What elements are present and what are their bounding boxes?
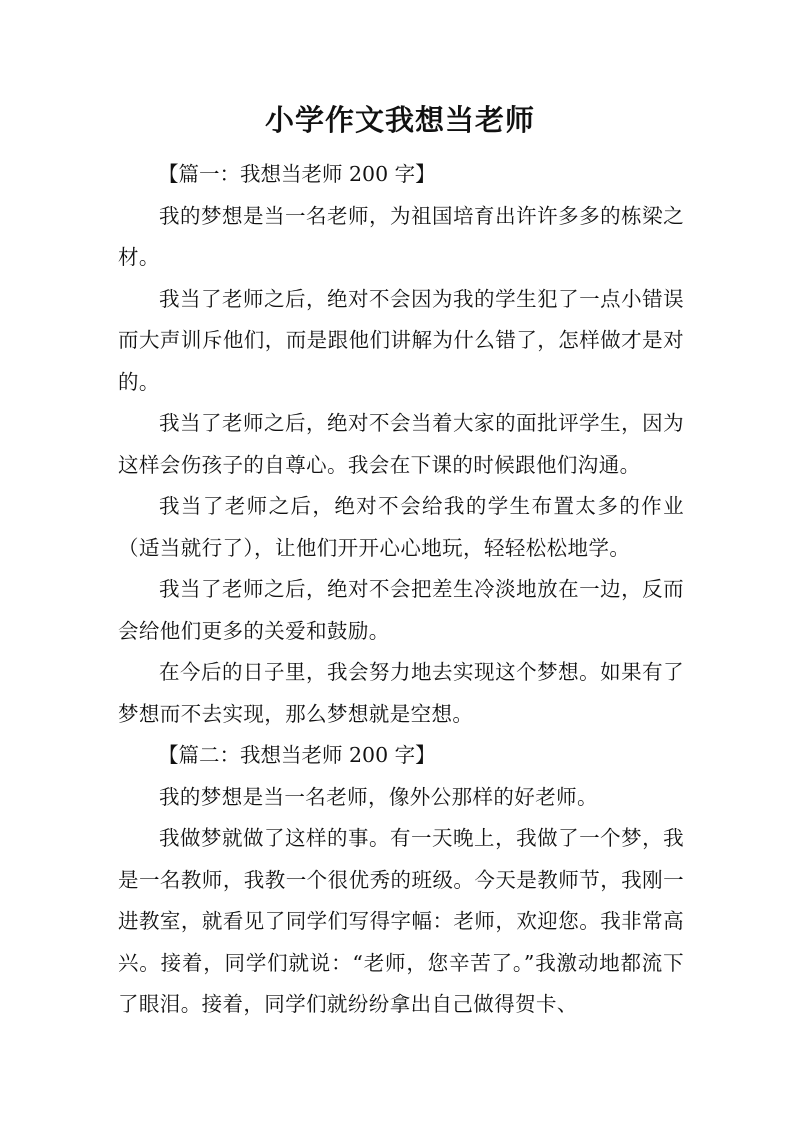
paragraph: 我做梦就做了这样的事。有一天晚上，我做了一个梦，我是一名教师，我教一个很优秀的班级。今天是教师节，我刚一进教室，就看见了同学们写得字幅：老师，欢迎您。我非常高兴。接着，同学们就说：“老师，您辛苦了。”我激动地都流下了眼泪。接着，同学们就纷纷拿出自己做得贺卡、	[118, 826, 684, 1016]
paragraph: 我的梦想是当一名老师，为祖国培育出许许多多的栋梁之材。	[118, 203, 684, 269]
document-title: 小学作文我想当老师	[264, 103, 535, 137]
paragraph: 我当了老师之后，绝对不会把差生冷淡地放在一边，反而会给他们更多的关爱和鼓励。	[118, 577, 684, 643]
paragraph: 我当了老师之后，绝对不会当着大家的面批评学生，因为这样会伤孩子的自尊心。我会在下课的时候跟他们沟通。	[118, 411, 684, 477]
paragraph: 在今后的日子里，我会努力地去实现这个梦想。如果有了梦想而不去实现，那么梦想就是空想。	[118, 660, 684, 726]
section-heading-1: 【篇一：我想当老师 200 字】	[158, 162, 436, 186]
section-heading-2: 【篇二：我想当老师 200 字】	[158, 743, 436, 767]
paragraph: 我当了老师之后，绝对不会因为我的学生犯了一点小错误而大声训斥他们，而是跟他们讲解为什么错了，怎样做才是对的。	[118, 286, 684, 394]
document-body	[118, 154, 684, 1026]
paragraph: 我当了老师之后，绝对不会给我的学生布置太多的作业（适当就行了），让他们开开心心地玩，轻轻松松地学。	[118, 494, 684, 560]
paragraph: 我的梦想是当一名老师，像外公那样的好老师。	[159, 784, 598, 809]
